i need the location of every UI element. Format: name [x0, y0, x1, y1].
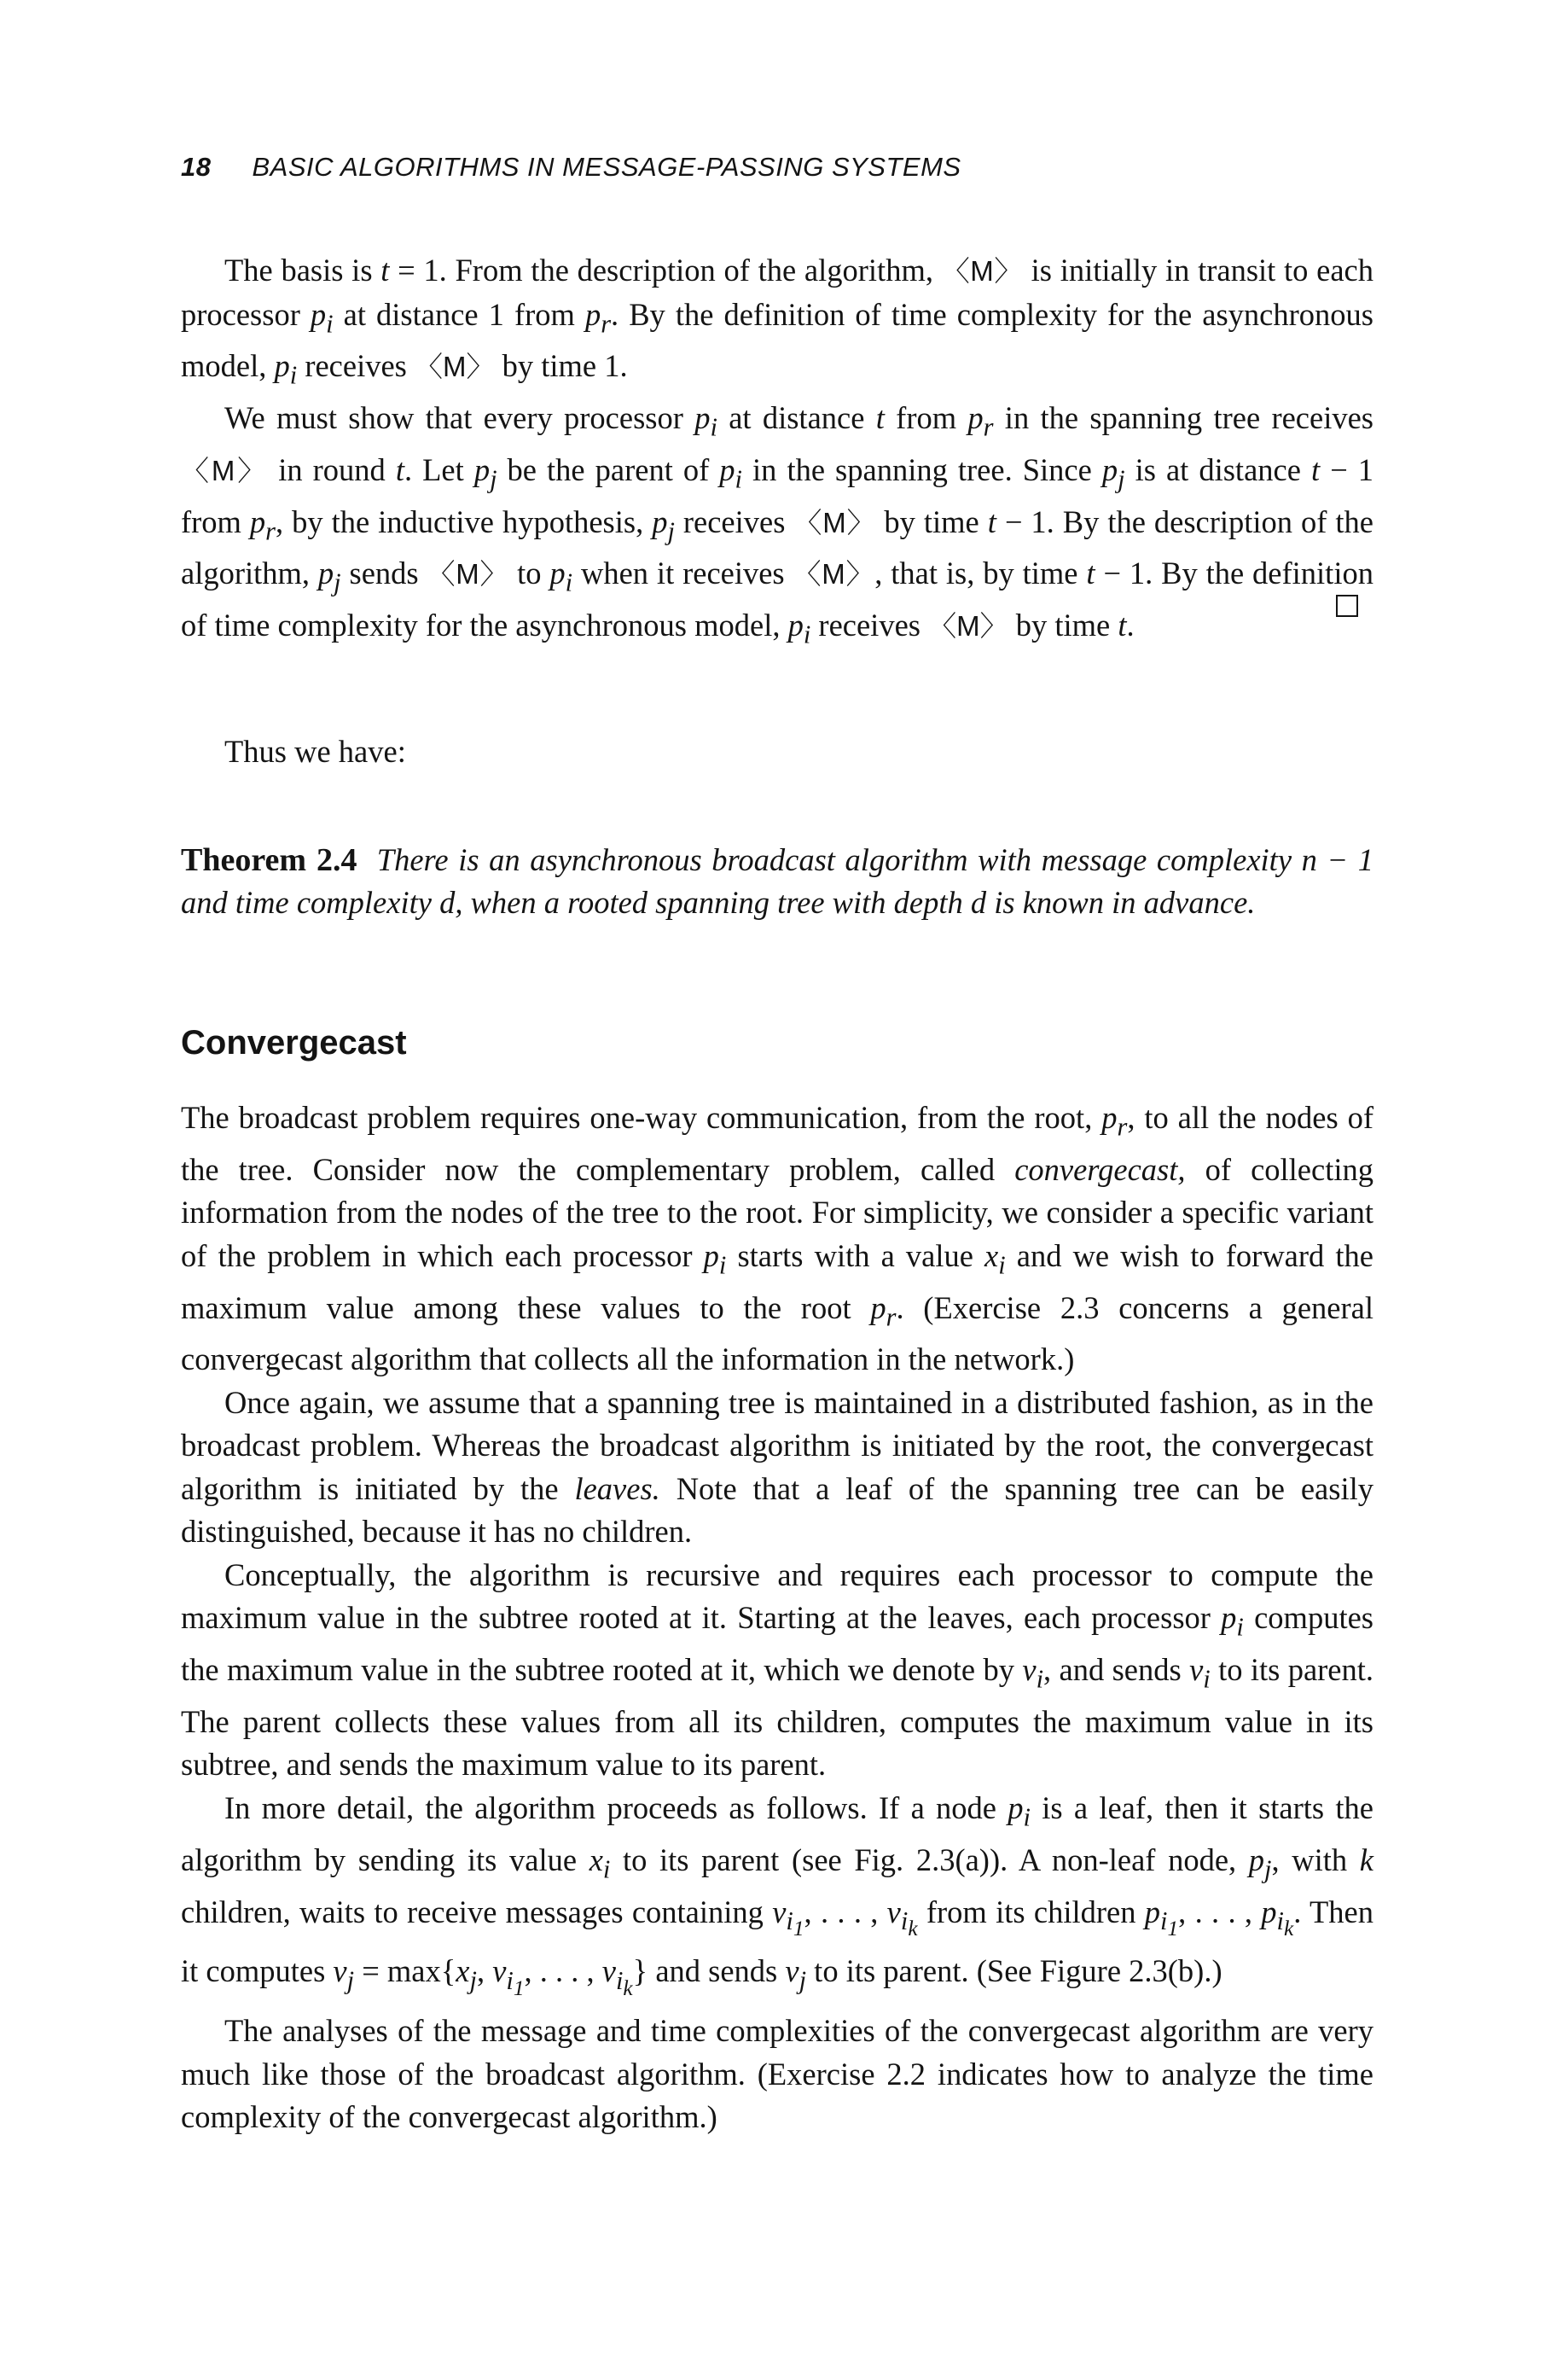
running-title: BASIC ALGORITHMS IN MESSAGE-PASSING SYSTEMS [252, 152, 961, 182]
paragraph-spanning-tree: Once again, we assume that a spanning tree is maintained in a distributed fashion, as in the broadcast problem. Whereas the broadcast algorithm is initiated by the root, the convergecast algorithm is initiated by the leaves. Note that a leaf of the spanning tree can be easily distinguished, because it has no children. [181, 1384, 1373, 1550]
proof-basis-paragraph: The basis is t = 1. From the description of the algorithm, 〈M〉 is initially in transit to each processor $p_i$ at distance 1 from $p_r$. By the definition of time complexity for the asynchronous model, $p_i$ receives 〈M〉 by time 1. [181, 253, 1373, 390]
thus-line: Thus we have: [224, 734, 406, 769]
theorem-statement: There is an asynchronous broadcast algorithm with message complexity n − 1 and time complexity d, when a rooted spanning tree with depth d is known in advance. [181, 842, 1374, 920]
theorem-2-4 [181, 839, 1373, 923]
paragraph-conceptual: Conceptually, the algorithm is recursive and requires each processor to compute the maximum value in the subtree rooted at it. Starting at the leaves, each processor $p_i$ computes the maximum value in the subtree rooted at it, which we denote by $v_i$, and sends $v_i$ to its parent. The parent collects these values from all its children, computes the maximum value in its subtree, and sends the maximum value to its parent. [181, 1556, 1374, 1783]
proof-inductive-paragraph: We must show that every processor $p_i$ at distance t from $p_r$ in the spanning tree receives 〈M〉 in round t. Let $p_j$ be the parent of $p_i$ in the spanning tree. Since $p_j$ is at distance t − 1 from $p_r$, by the inductive hypothesis, $p_j$ receives 〈M〉 by time t − 1. By the description of the algorithm, $p_j$ sends 〈M〉 to $p_i$ when it receives 〈M〉, that is, by time t − 1. By the definition of time complexity for the asynchronous model, $p_i$ receives 〈M〉 by time t. [181, 400, 1374, 649]
paragraph-analysis: The analyses of the message and time complexities of the convergecast algorithm are very much like those of the broadcast algorithm. (Exercise 2.2 indicates how to analyze the time complexity of the convergecast algorithm.) [181, 2013, 1373, 2135]
theorem-label: Theorem 2.4 [181, 842, 357, 878]
convergecast-text [181, 1097, 1373, 2139]
proof-text [181, 249, 1373, 656]
section-heading-convergecast: Convergecast [181, 1024, 407, 1062]
paragraph-detail: In more detail, the algorithm proceeds as follows. If a node $p_i$ is a leaf, then it starts the algorithm by sending its value $x_i$ to its parent (see Fig. 2.3(a)). A non-leaf node, $p_j$, with k children, waits to receive messages containing $v_{i_1}$, . . . , $v_{i_k}$ from its children $p_{i_1}$, . . . , $p_{i_k}$. Then it computes $v_j = \max\{x_j$, $v_{i_1}$, . . . , $v_{i_k}$} and sends $v_j$ to its parent. (See Figure 2.3(b).) [181, 1789, 1374, 2000]
end-of-proof-icon [1336, 595, 1358, 617]
paragraph-problem: The broadcast problem requires one-way communication, from the root, $p_r$, to all the nodes of the tree. Consider now the complementary problem, called convergecast, of collecting information from the nodes of the tree to the root. For simplicity, we consider a specific variant of the problem in which each processor $p_i$ starts with a value $x_i$ and we wish to forward the maximum value among these values to the root $p_r$. (Exercise 2.3 concerns a general convergecast algorithm that collects all the information in the network.) [181, 1100, 1373, 1377]
page-number: 18 [181, 152, 212, 182]
running-header [181, 152, 961, 183]
